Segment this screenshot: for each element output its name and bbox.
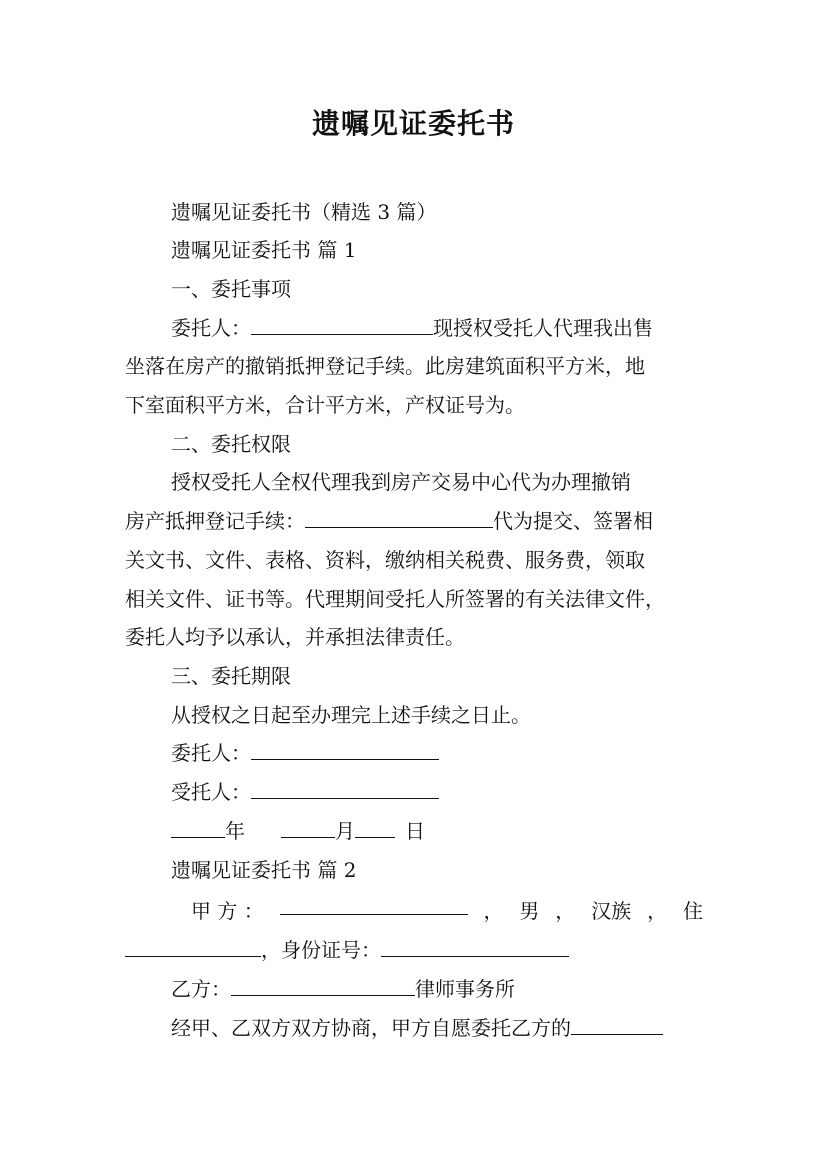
party-a-line1 — [125, 892, 703, 930]
party-a-label: 甲 方 ： — [191, 899, 264, 923]
signature-principal-blank — [251, 737, 439, 760]
part2-heading: 遗嘱见证委托书 篇 2 — [171, 858, 357, 882]
authorize-text: 现授权受托人代理我出售 — [433, 316, 653, 340]
signature-agent-label: 受托人： — [171, 780, 251, 804]
section1-line1 — [125, 309, 703, 347]
comma-3: ， — [647, 899, 668, 923]
procedure-label: 房产抵押登记手续： — [125, 509, 305, 533]
address-blank — [125, 934, 261, 957]
day-blank — [355, 815, 395, 838]
comma-2: ， — [555, 899, 576, 923]
address-label: 住 — [682, 899, 703, 923]
section3-heading: 三、委托期限 — [171, 664, 291, 688]
section1-heading: 一、委托事项 — [171, 277, 291, 301]
year-blank — [171, 815, 225, 838]
gender-text: 男 — [519, 899, 540, 923]
party-a-line2 — [125, 931, 703, 969]
section1-line2: 坐落在房产的撤销抵押登记手续。此房建筑面积平方米，地 — [125, 354, 645, 378]
id-number-blank — [381, 934, 569, 957]
subtitle: 遗嘱见证委托书（精选 3 篇） — [171, 200, 437, 224]
submit-text: 代为提交、签署相 — [493, 509, 653, 533]
law-firm-text: 律师事务所 — [415, 977, 515, 1001]
party-b-line — [125, 970, 703, 1008]
signature-agent-blank — [251, 776, 439, 799]
signature-agent — [125, 773, 703, 811]
section2-line3: 关文书、文件、表格、资料，缴纳相关税费、服务费，领取 — [125, 548, 645, 572]
principal-blank — [251, 312, 433, 335]
month-label: 月 — [335, 819, 355, 843]
id-number-label: ，身份证号： — [261, 938, 381, 962]
ethnicity-text: 汉族 — [591, 899, 632, 923]
section2-line1: 授权受托人全权代理我到房产交易中心代为办理撤销 — [171, 470, 631, 494]
section1-line3: 下室面积平方米，合计平方米，产权证号为。 — [125, 393, 525, 417]
document-title: 遗嘱见证委托书 — [311, 107, 515, 140]
month-blank — [281, 815, 335, 838]
year-label: 年 — [225, 819, 245, 843]
section2-line2 — [125, 502, 703, 540]
principal-label: 委托人： — [171, 316, 251, 340]
agreement-text: 经甲、乙双方双方协商，甲方自愿委托乙方的 — [171, 1016, 571, 1040]
procedure-blank — [305, 505, 493, 528]
agreement-blank — [571, 1012, 663, 1035]
party-b-blank — [231, 973, 415, 996]
part1-heading: 遗嘱见证委托书 篇 1 — [171, 238, 357, 262]
comma-1: ， — [483, 899, 504, 923]
day-label: 日 — [405, 819, 425, 843]
section2-line4: 相关文件、证书等。代理期间受托人所签署的有关法律文件， — [125, 587, 665, 611]
agreement-line — [125, 1009, 703, 1047]
section2-line5: 委托人均予以承认，并承担法律责任。 — [125, 625, 465, 649]
section3-line1: 从授权之日起至办理完上述手续之日止。 — [171, 703, 531, 727]
section2-heading: 二、委托权限 — [171, 432, 291, 456]
date-line — [125, 812, 703, 850]
signature-principal — [125, 734, 703, 772]
party-b-label: 乙方： — [171, 977, 231, 1001]
signature-principal-label: 委托人： — [171, 741, 251, 765]
party-a-name-blank — [280, 892, 468, 915]
